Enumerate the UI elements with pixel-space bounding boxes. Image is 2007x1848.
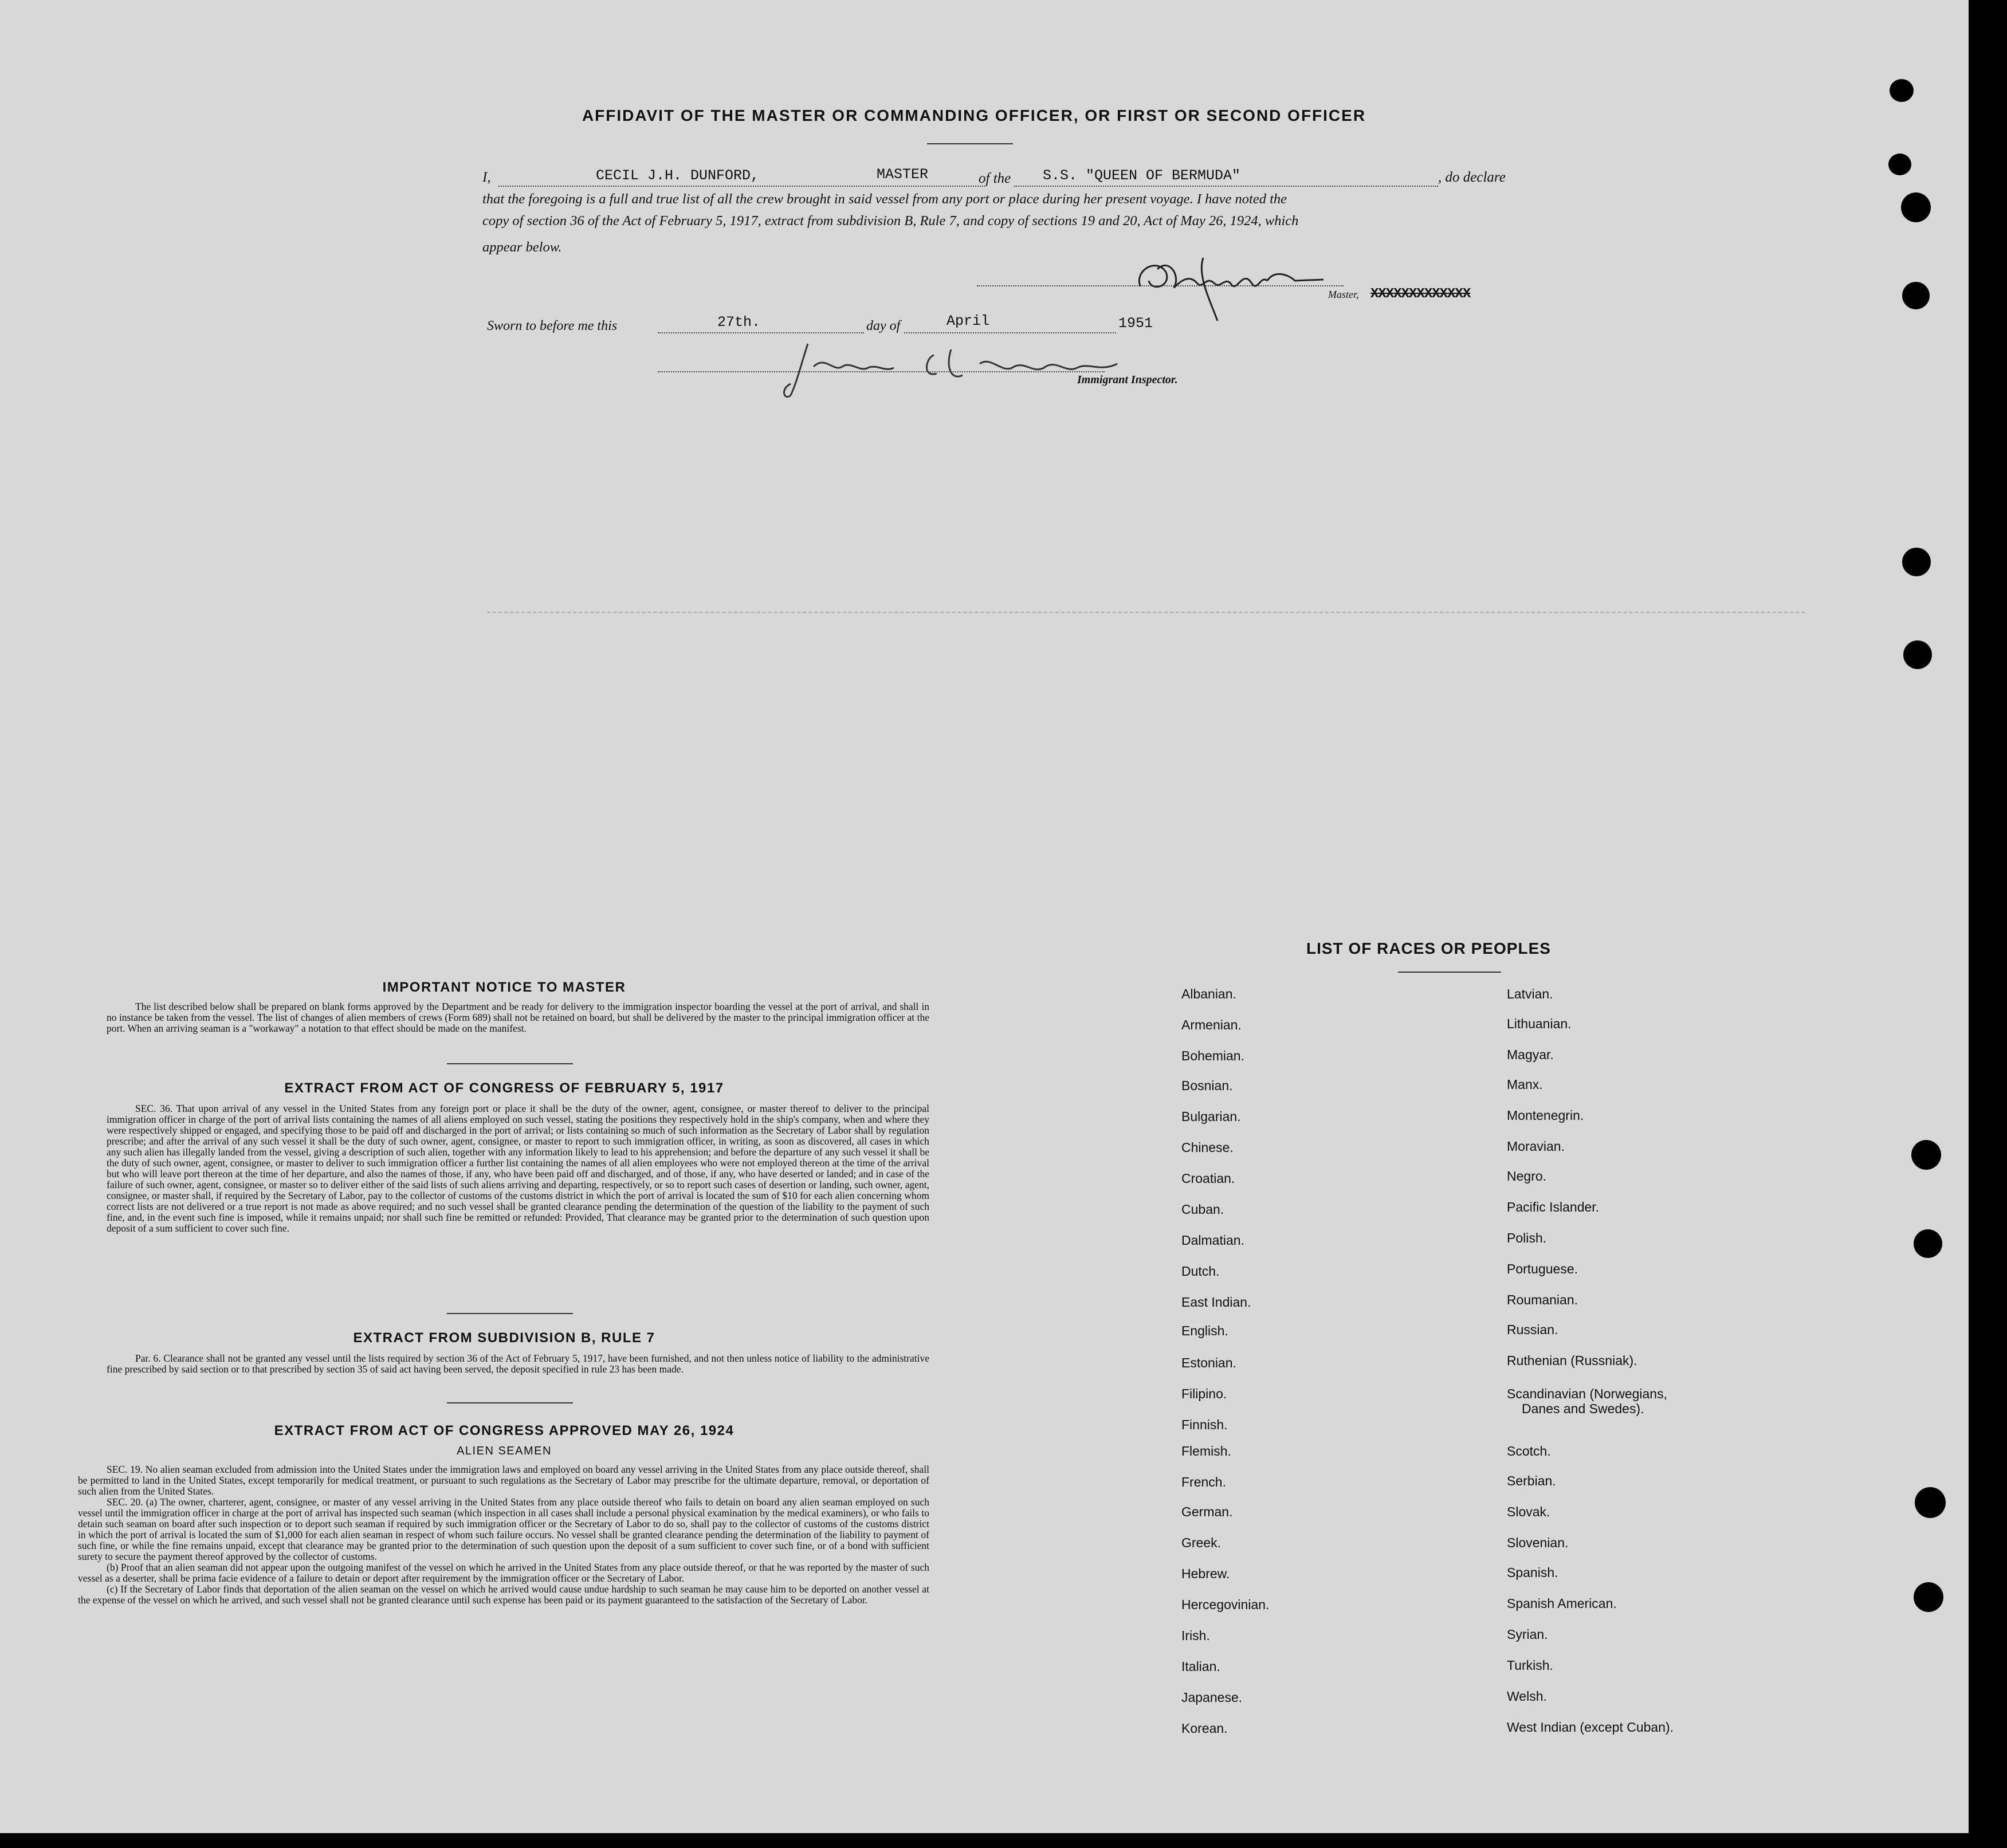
- race-item: Scotch.: [1507, 1444, 1551, 1458]
- race-item: Bohemian.: [1181, 1048, 1244, 1063]
- declarant-label: I,: [482, 170, 491, 185]
- notice-text: The list described below shall be prepared on blank forms approved by the Department and be ready for delivery to the immigration inspector boarding the vessel at the port of arrival, and shall in no instance be taken from the vessel. The list of changes of alien members of crews (Form 689) shall not be retained on board, but shall be delivered by the master to the principal immigration officer at the port. When an arriving seaman is a "workaway" a notation to that effect should be made on the manifest.: [107, 1001, 929, 1034]
- name-line: [498, 186, 985, 187]
- inspector-label: Immigrant Inspector.: [1077, 373, 1178, 386]
- master-rank: MASTER: [877, 166, 929, 183]
- race-item: Syrian.: [1507, 1627, 1548, 1642]
- race-item: Cuban.: [1181, 1202, 1224, 1217]
- race-item: Dutch.: [1181, 1264, 1220, 1279]
- race-item: Greek.: [1181, 1535, 1222, 1550]
- master-title-label: Master,: [1328, 289, 1359, 300]
- race-item: French.: [1181, 1475, 1226, 1489]
- race-item: German.: [1181, 1504, 1233, 1519]
- race-item: Croatian.: [1181, 1171, 1235, 1186]
- race-item: Spanish.: [1507, 1565, 1558, 1580]
- race-item: Roumanian.: [1507, 1292, 1578, 1307]
- race-item: East Indian.: [1181, 1295, 1251, 1310]
- race-item: Manx.: [1507, 1077, 1543, 1092]
- race-item: Danes and Swedes).: [1522, 1401, 1644, 1416]
- race-item: Dalmatian.: [1181, 1233, 1244, 1248]
- race-item: Italian.: [1181, 1659, 1220, 1674]
- declaration-line-4: appear below.: [482, 239, 562, 255]
- race-item: Bulgarian.: [1181, 1109, 1241, 1124]
- race-item: Filipino.: [1181, 1386, 1227, 1401]
- race-item: Korean.: [1181, 1721, 1228, 1736]
- punch-hole: [1914, 1229, 1942, 1258]
- punch-hole: [1902, 548, 1931, 576]
- vessel-line: [1014, 186, 1438, 187]
- scan-artifact: [487, 612, 1805, 613]
- section-20a-text: SEC. 20. (a) The owner, charterer, agent, consignee, or master of any vessel arriving in the United States from any place outside thereof who fails to detain on board any alien seaman employed on such vessel until the immigration officer in charge at the port of arrival has inspected such seaman (which inspection in all cases shall include a personal physical examination by the medical examiners), or who fails to detain such seaman on board after such inspection or to deport such seaman if required by such immigration officer or the Secretary of Labor to do so, shall pay to the collector of customs of the customs district in which the port of arrival is located the sum of $1,000 for each alien seaman in respect of whom such failure occurs. No vessel shall be granted clearance pending the determination of the liability to payment of such fine, or while the fine remains unpaid, except that clearance may be granted prior to the determination of such question upon the deposit of a sum sufficient to cover such fine, or of a bond with sufficient surety to secure the payment thereof approved by the collector of customs.: [78, 1496, 929, 1562]
- punch-hole: [1888, 154, 1911, 175]
- affidavit-title: AFFIDAVIT OF THE MASTER OR COMMANDING OFFICER, OR FIRST OR SECOND OFFICER: [582, 107, 1366, 124]
- race-item: Ruthenian (Russniak).: [1507, 1353, 1637, 1368]
- race-item: Welsh.: [1507, 1689, 1547, 1704]
- race-item: Irish.: [1181, 1628, 1210, 1643]
- extract-1917-title: EXTRACT FROM ACT OF CONGRESS OF FEBRUARY 5, 1917: [284, 1080, 724, 1096]
- race-item: Latvian.: [1507, 986, 1553, 1001]
- race-item: Estonian.: [1181, 1355, 1236, 1370]
- sworn-day: 27th.: [717, 314, 761, 331]
- race-item: Spanish American.: [1507, 1596, 1617, 1611]
- race-item: Slovenian.: [1507, 1535, 1569, 1550]
- rule-7-text: Par. 6. Clearance shall not be granted any vessel until the lists required by section 36 of the Act of February 5, 1917, have been furnished, and not then unless notice of liability to the administrative fine prescribed by said section or to that prescribed by section 35 of said act having been served, the deposit specified in rule 23 has been made.: [107, 1352, 929, 1375]
- punch-hole: [1903, 640, 1932, 669]
- race-item: Albanian.: [1181, 986, 1236, 1001]
- sworn-year: 1951: [1118, 315, 1153, 332]
- races-divider: [1398, 972, 1501, 973]
- punch-hole: [1915, 1487, 1946, 1518]
- punch-hole: [1911, 1140, 1941, 1170]
- declaration-line-2: that the foregoing is a full and true list of all the crew brought in said vessel from any port or place during her present voyage. I have noted the: [482, 191, 1287, 207]
- race-item: Polish.: [1507, 1230, 1547, 1245]
- extract-1924-title: EXTRACT FROM ACT OF CONGRESS APPROVED MAY 26, 1924: [274, 1423, 735, 1438]
- race-item: Bosnian.: [1181, 1078, 1233, 1093]
- extract-1917-body: [107, 1103, 929, 1234]
- of-the-label: of the: [979, 171, 1011, 186]
- race-item: Scandinavian (Norwegians,: [1507, 1386, 1667, 1401]
- punch-hole: [1914, 1582, 1943, 1612]
- master-signature: [1117, 235, 1358, 332]
- race-item: Japanese.: [1181, 1690, 1243, 1705]
- section-divider: [447, 1063, 573, 1064]
- race-item: Pacific Islander.: [1507, 1200, 1600, 1214]
- vessel-name: S.S. "QUEEN OF BERMUDA": [1043, 167, 1241, 184]
- day-of-label: day of: [866, 319, 901, 333]
- race-item: Flemish.: [1181, 1444, 1231, 1458]
- race-item: Negro.: [1507, 1169, 1547, 1183]
- races-title: LIST OF RACES OR PEOPLES: [1306, 939, 1551, 957]
- master-name: CECIL J.H. DUNFORD,: [596, 167, 760, 184]
- notice-title: IMPORTANT NOTICE TO MASTER: [382, 980, 626, 995]
- race-item: Lithuanian.: [1507, 1016, 1572, 1031]
- rule-7-title: EXTRACT FROM SUBDIVISION B, RULE 7: [353, 1330, 655, 1346]
- race-item: Slovak.: [1507, 1504, 1550, 1519]
- race-item: Portuguese.: [1507, 1261, 1578, 1276]
- sworn-label: Sworn to before me this: [487, 319, 618, 333]
- race-item: Armenian.: [1181, 1017, 1242, 1032]
- inspector-signature: [779, 332, 1134, 407]
- section-divider: [447, 1402, 573, 1403]
- race-item: Moravian.: [1507, 1139, 1565, 1154]
- race-item: West Indian (except Cuban).: [1507, 1720, 1674, 1735]
- rule-7-body: [107, 1353, 929, 1375]
- section-36-text: SEC. 36. That upon arrival of any vessel in the United States from any foreign port or place it shall be the duty of the owner, agent, consignee, or master thereof to deliver to the principal immigration officer in charge of the port of arrival lists containing the names of all aliens employed on such vessel, stating the positions they respectively hold in the ship's company, when and where they were respectively shipped or engaged, and specifying those to be paid off and discharged in the port of arrival; or lists containing so much of such information as the Secretary of Labor shall by regulation prescribe; and after the arrival of any such vessel it shall be the duty of such owner, agent, consignee, or master to report to such immigration officer, in writing, as soon as discovered, all cases in which any such alien has illegally landed from the vessel, giving a description of such alien, together with any information likely to lead to his apprehension; and before the departure of any such vessel it shall be the duty of such owner, agent, consignee, or master to deliver to such immigration officer a further list containing the names of all alien employees who were not employed thereon at the time of the arrival but who will leave port thereon at the time of her departure, and also the names of those, if any, who have been paid off and discharged, and of those, if any, who have deserted or landed; and in case of the failure of such owner, agent, consignee, or master so to deliver either of the said lists of such aliens arriving and departing, respectively, or so to report such cases of desertion or landing, such owner, agent, consignee, or master shall, if required by the Secretary of Labor, pay to the collector of customs of the customs district in which the port of arrival is located the sum of $10 for each alien concerning whom correct lists are not delivered or a true report is not made as above required; and no such vessel shall be granted clearance pending the determination of the question of the liability to the payment of such fine, and, in the event such fine is imposed, while it remains unpaid; nor shall such fine be remitted or refunded: Provided, That clearance may be granted prior to the determination of such question upon deposit of a sum sufficient to cover such fine.: [107, 1103, 929, 1234]
- punch-hole: [1890, 79, 1914, 102]
- race-item: Montenegrin.: [1507, 1108, 1584, 1123]
- section-19-text: SEC. 19. No alien seaman excluded from admission into the United States under the immigration laws and employed on board any vessel arriving in the United States from any place outside thereof, shall be permitted to land in the United States, except temporarily for medical treatment, or pursuant to such regulations as the Secretary of Labor may prescribe for the ultimate departure, removal, or deportation of such alien from the United States.: [78, 1464, 929, 1497]
- declaration-line-3: copy of section 36 of the Act of February 5, 1917, extract from subdivision B, Rule 7, and copy of sections 19 and 20, Act of May 26, 1924, which: [482, 213, 1299, 229]
- alien-seamen-subtitle: ALIEN SEAMEN: [457, 1445, 552, 1457]
- race-item: English.: [1181, 1323, 1228, 1338]
- race-item: Hercegovinian.: [1181, 1597, 1270, 1612]
- do-declare-label: , do declare: [1438, 170, 1506, 185]
- section-20c-text: (c) If the Secretary of Labor finds that deportation of the alien seaman on the vessel on which he arrived would cause undue hardship to such seaman he may cause him to be deported on another vessel at the expense of the vessel on which he arrived, and such vessel shall not be granted clearance until such expense has been paid or its payment guaranteed to the satisfaction of the Secretary of Labor.: [78, 1583, 929, 1606]
- sworn-month: April: [946, 313, 990, 329]
- punch-hole: [1901, 192, 1931, 222]
- punch-hole: [1902, 282, 1930, 309]
- race-item: Serbian.: [1507, 1473, 1556, 1488]
- extract-1924-body: [78, 1464, 929, 1606]
- race-item: Russian.: [1507, 1322, 1558, 1337]
- section-20b-text: (b) Proof that an alien seaman did not appear upon the outgoing manifest of the vessel on which he arrived in the United States from any place outside thereof, or that he was reported by the master of such vessel as a deserter, shall be prima facie evidence of a failure to detain or deport after requirement by the immigration officer or the Secretary of Labor.: [78, 1562, 929, 1584]
- section-divider: [447, 1313, 573, 1314]
- race-item: Magyar.: [1507, 1047, 1554, 1062]
- notice-body: [107, 1001, 929, 1034]
- title-divider: [927, 143, 1013, 144]
- race-item: Hebrew.: [1181, 1566, 1230, 1581]
- race-item: Finnish.: [1181, 1417, 1228, 1432]
- master-title-struck: XXXXXXXXXXXXX: [1370, 286, 1471, 302]
- race-item: Turkish.: [1507, 1658, 1553, 1673]
- race-item: Chinese.: [1181, 1140, 1234, 1155]
